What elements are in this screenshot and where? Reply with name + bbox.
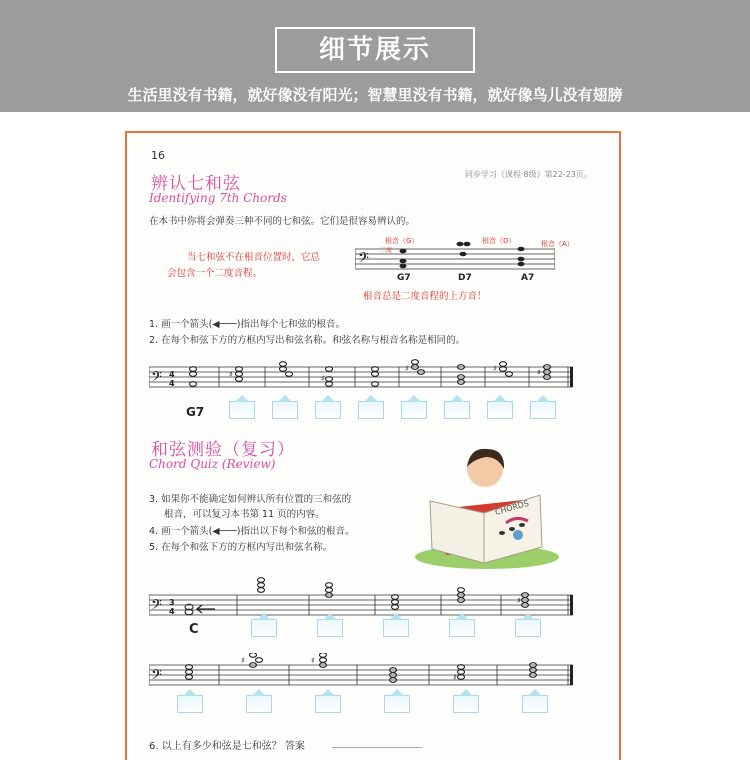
note-bottom: 根音总是二度音程的上方音！ — [363, 291, 487, 302]
book-page-image — [125, 131, 621, 760]
answer-box — [251, 619, 277, 637]
svg-text:4: 4 — [169, 379, 175, 388]
section1-intro: 在本书中你将会弹奏三种不同的七和弦。它们是很容易辨认的。 — [149, 216, 416, 227]
answer-box — [487, 401, 513, 419]
staff-1 — [149, 359, 573, 395]
answer-box — [522, 695, 548, 713]
svg-text:4: 4 — [169, 370, 175, 379]
staff-2 — [149, 577, 573, 623]
svg-text:♯: ♯ — [321, 374, 325, 383]
second-label: 二度 — [380, 247, 393, 254]
answer-c: C — [189, 622, 199, 637]
answer-boxes-2 — [251, 619, 558, 637]
answer-box — [358, 401, 384, 419]
svg-text:♯: ♯ — [493, 364, 497, 373]
step5: 5. 在每个和弦下方的方框内写出和弦名称。 — [149, 542, 333, 553]
section1-title-cn: 辨认七和弦 — [151, 174, 241, 194]
section1-title-en: Identifying 7th Chords — [149, 191, 287, 205]
header-banner — [0, 0, 750, 112]
svg-text:♯: ♯ — [241, 656, 245, 665]
answer-box — [315, 695, 341, 713]
bass-clef-icon: 𝄢 — [151, 597, 162, 617]
staff-3 — [149, 653, 573, 693]
answer-box — [515, 619, 541, 637]
bass-clef-icon: 𝄢 — [151, 369, 162, 389]
step2: 2. 在每个和弦下方的方框内写出和弦名称。和弦名称与根音名称是相同的。 — [149, 335, 466, 346]
svg-text:♯: ♯ — [453, 673, 457, 682]
answer-g7: G7 — [186, 405, 205, 419]
svg-text:♯: ♯ — [517, 596, 521, 605]
banner-subtitle: 生活里没有书籍，就好像没有阳光；智慧里没有书籍，就好像鸟儿没有翅膀 — [127, 86, 623, 104]
bass-clef-icon: 𝄢 — [358, 250, 369, 270]
answer-box — [229, 401, 255, 419]
answer-line[interactable] — [332, 747, 422, 748]
answer-box — [530, 401, 556, 419]
chord-label-a7: A7 — [521, 273, 535, 283]
staff-2-notes — [185, 578, 529, 615]
answer-box — [401, 401, 427, 419]
note-left-line2: 会包含一个二度音程。 — [167, 268, 263, 279]
answer-box — [444, 401, 470, 419]
note-left-line1: 当七和弦不在根音位置时，它总 — [187, 252, 321, 263]
step3-line1: 3. 如果你不能确定如何辨认所有位置的三和弦的 — [149, 494, 352, 505]
svg-text:♯: ♯ — [229, 370, 233, 379]
child-reading-illustration — [412, 439, 562, 569]
staff-3-notes — [186, 653, 537, 682]
section2-title-en: Chord Quiz (Review) — [149, 457, 276, 471]
step4: 4. 画一个箭头(◀───)指出以下每个和弦的根音。 — [149, 526, 355, 537]
question-6: 6. 以上有多少和弦是七和弦？ 答案 — [149, 741, 305, 752]
bass-clef-icon: 𝄢 — [151, 667, 162, 687]
root-label-a: 根音（A） — [541, 240, 574, 248]
step1: 1. 画一个箭头(◀───)指出每个七和弦的根音。 — [149, 319, 345, 330]
answer-boxes-1 — [229, 401, 573, 419]
running-head: 同步学习《课程·8级》第22-23页。 — [465, 170, 592, 179]
svg-text:♯: ♯ — [405, 364, 409, 373]
answer-box — [453, 695, 479, 713]
chord-label-d7: D7 — [458, 273, 472, 283]
root-label-d: 根音（D） — [482, 237, 516, 245]
banner-title: 细节展示 — [275, 27, 475, 73]
answer-box — [246, 695, 272, 713]
section2-title-cn: 和弦测验（复习） — [151, 440, 295, 460]
answer-box — [449, 619, 475, 637]
svg-text:4: 4 — [169, 607, 175, 616]
root-arrow-icon — [197, 605, 215, 613]
answer-box — [383, 619, 409, 637]
svg-text:♯: ♯ — [537, 368, 541, 377]
answer-box — [384, 695, 410, 713]
svg-text:♯: ♯ — [311, 656, 315, 665]
answer-box — [177, 695, 203, 713]
step3-line2: 根音，可以复习本书第 11 页的内容。 — [164, 509, 325, 520]
book-text: CHORDS — [494, 498, 530, 517]
svg-text:3: 3 — [169, 598, 175, 607]
answer-box — [315, 401, 341, 419]
page-number: 16 — [151, 149, 165, 162]
answer-box — [272, 401, 298, 419]
answer-box — [317, 619, 343, 637]
root-label-g: 根音（G） — [385, 237, 419, 245]
answer-boxes-3 — [177, 695, 565, 713]
chord-label-g7: G7 — [397, 273, 411, 283]
